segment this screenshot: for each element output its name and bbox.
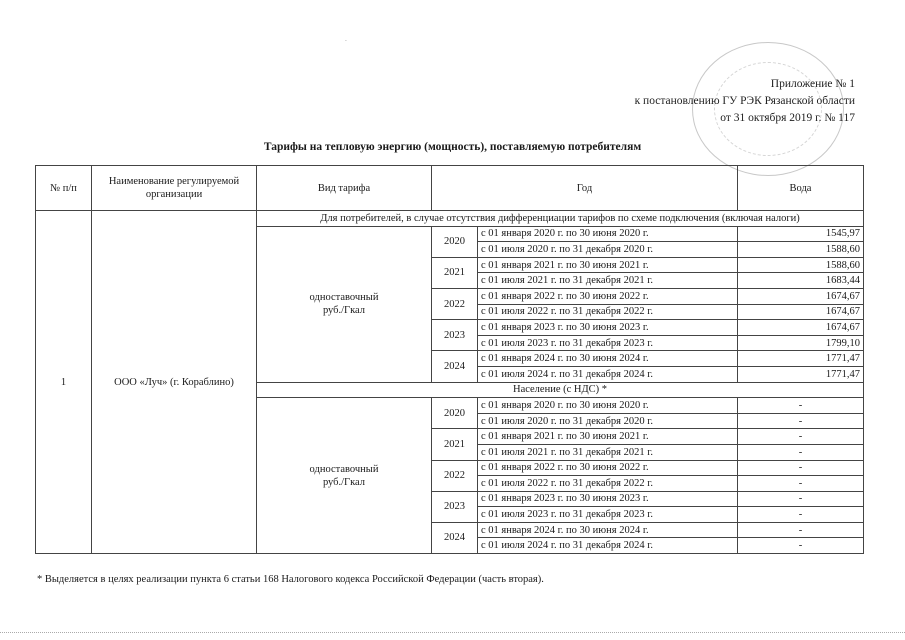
appendix-line-3: от 31 октября 2019 г. № 117 bbox=[720, 112, 855, 124]
water-value: 1683,44 bbox=[738, 273, 864, 289]
period-cell: с 01 января 2023 г. по 30 июня 2023 г. bbox=[478, 491, 738, 507]
footnote: * Выделяется в целях реализации пункта 6 статьи 168 Налогового кодекса Российской Федерации (часть вторая). bbox=[37, 574, 544, 585]
period-cell: с 01 июля 2023 г. по 31 декабря 2023 г. bbox=[478, 507, 738, 523]
period-cell: с 01 января 2021 г. по 30 июня 2021 г. bbox=[478, 257, 738, 273]
water-value: 1674,67 bbox=[738, 304, 864, 320]
year-cell: 2024 bbox=[432, 351, 478, 382]
period-cell: с 01 июля 2020 г. по 31 декабря 2020 г. bbox=[478, 242, 738, 258]
water-value: - bbox=[738, 538, 864, 554]
tariff-kind-type: одноставочный bbox=[309, 463, 379, 475]
period-cell: с 01 июля 2024 г. по 31 декабря 2024 г. bbox=[478, 366, 738, 382]
scan-mark: · bbox=[345, 38, 347, 45]
year-cell: 2023 bbox=[432, 320, 478, 351]
water-value: 1588,60 bbox=[738, 242, 864, 258]
water-value: - bbox=[738, 444, 864, 460]
year-cell: 2024 bbox=[432, 522, 478, 553]
water-value: - bbox=[738, 460, 864, 476]
header-num: № п/п bbox=[36, 166, 92, 211]
period-cell: с 01 января 2020 г. по 30 июня 2020 г. bbox=[478, 226, 738, 242]
year-cell: 2020 bbox=[432, 226, 478, 257]
water-value: 1674,67 bbox=[738, 320, 864, 336]
table-body bbox=[36, 211, 864, 554]
period-cell: с 01 января 2022 г. по 30 июня 2022 г. bbox=[478, 460, 738, 476]
row-number: 1 bbox=[36, 211, 92, 554]
period-cell: с 01 января 2021 г. по 30 июня 2021 г. bbox=[478, 429, 738, 445]
tariff-kind-type: одноставочный bbox=[309, 292, 379, 304]
period-cell: с 01 июля 2021 г. по 31 декабря 2021 г. bbox=[478, 444, 738, 460]
year-cell: 2021 bbox=[432, 257, 478, 288]
tariff-kind-unit: руб./Гкал bbox=[322, 476, 366, 488]
year-cell: 2020 bbox=[432, 398, 478, 429]
water-value: - bbox=[738, 476, 864, 492]
header-year: Год bbox=[432, 166, 738, 211]
document-title: Тарифы на тепловую энергию (мощность), поставляемую потребителям bbox=[263, 141, 642, 153]
water-value: - bbox=[738, 429, 864, 445]
water-value: - bbox=[738, 398, 864, 414]
period-cell: с 01 января 2023 г. по 30 июня 2023 г. bbox=[478, 320, 738, 336]
appendix-line-1: Приложение № 1 bbox=[770, 78, 855, 90]
water-value: - bbox=[738, 413, 864, 429]
water-value: - bbox=[738, 491, 864, 507]
year-cell: 2023 bbox=[432, 491, 478, 522]
period-cell: с 01 января 2020 г. по 30 июня 2020 г. bbox=[478, 398, 738, 414]
water-value: 1771,47 bbox=[738, 351, 864, 367]
header-water: Вода bbox=[738, 166, 864, 211]
tariff-table bbox=[35, 165, 864, 554]
year-cell: 2022 bbox=[432, 460, 478, 491]
organization-name: ООО «Луч» (г. Кораблино) bbox=[92, 211, 257, 554]
period-cell: с 01 июля 2020 г. по 31 декабря 2020 г. bbox=[478, 413, 738, 429]
header-kind: Вид тарифа bbox=[257, 166, 432, 211]
water-value: - bbox=[738, 522, 864, 538]
tariff-kind bbox=[257, 398, 432, 554]
table-header-row bbox=[36, 166, 864, 211]
water-value: 1588,60 bbox=[738, 257, 864, 273]
water-value: 1799,10 bbox=[738, 335, 864, 351]
section-label: Для потребителей, в случае отсутствия дифференциации тарифов по схеме подключения (включая налоги) bbox=[257, 211, 864, 227]
period-cell: с 01 июля 2021 г. по 31 декабря 2021 г. bbox=[478, 273, 738, 289]
water-value: 1674,67 bbox=[738, 288, 864, 304]
period-cell: с 01 июля 2022 г. по 31 декабря 2022 г. bbox=[478, 476, 738, 492]
period-cell: с 01 января 2024 г. по 30 июня 2024 г. bbox=[478, 351, 738, 367]
period-cell: с 01 июля 2022 г. по 31 декабря 2022 г. bbox=[478, 304, 738, 320]
period-cell: с 01 июля 2024 г. по 31 декабря 2024 г. bbox=[478, 538, 738, 554]
water-value: 1545,97 bbox=[738, 226, 864, 242]
water-value: 1771,47 bbox=[738, 366, 864, 382]
header-org: Наименование регулируемой организации bbox=[92, 166, 257, 211]
appendix-block bbox=[635, 76, 855, 127]
tariff-kind-unit: руб./Гкал bbox=[322, 305, 366, 317]
tariff-kind bbox=[257, 226, 432, 382]
section-label: Население (с НДС) * bbox=[257, 382, 864, 398]
period-cell: с 01 июля 2023 г. по 31 декабря 2023 г. bbox=[478, 335, 738, 351]
year-cell: 2021 bbox=[432, 429, 478, 460]
year-cell: 2022 bbox=[432, 288, 478, 319]
appendix-line-2: к постановлению ГУ РЭК Рязанской области bbox=[634, 95, 855, 107]
scan-edge-line bbox=[0, 632, 905, 633]
section-label-row bbox=[36, 211, 864, 227]
period-cell: с 01 января 2022 г. по 30 июня 2022 г. bbox=[478, 288, 738, 304]
period-cell: с 01 января 2024 г. по 30 июня 2024 г. bbox=[478, 522, 738, 538]
water-value: - bbox=[738, 507, 864, 523]
